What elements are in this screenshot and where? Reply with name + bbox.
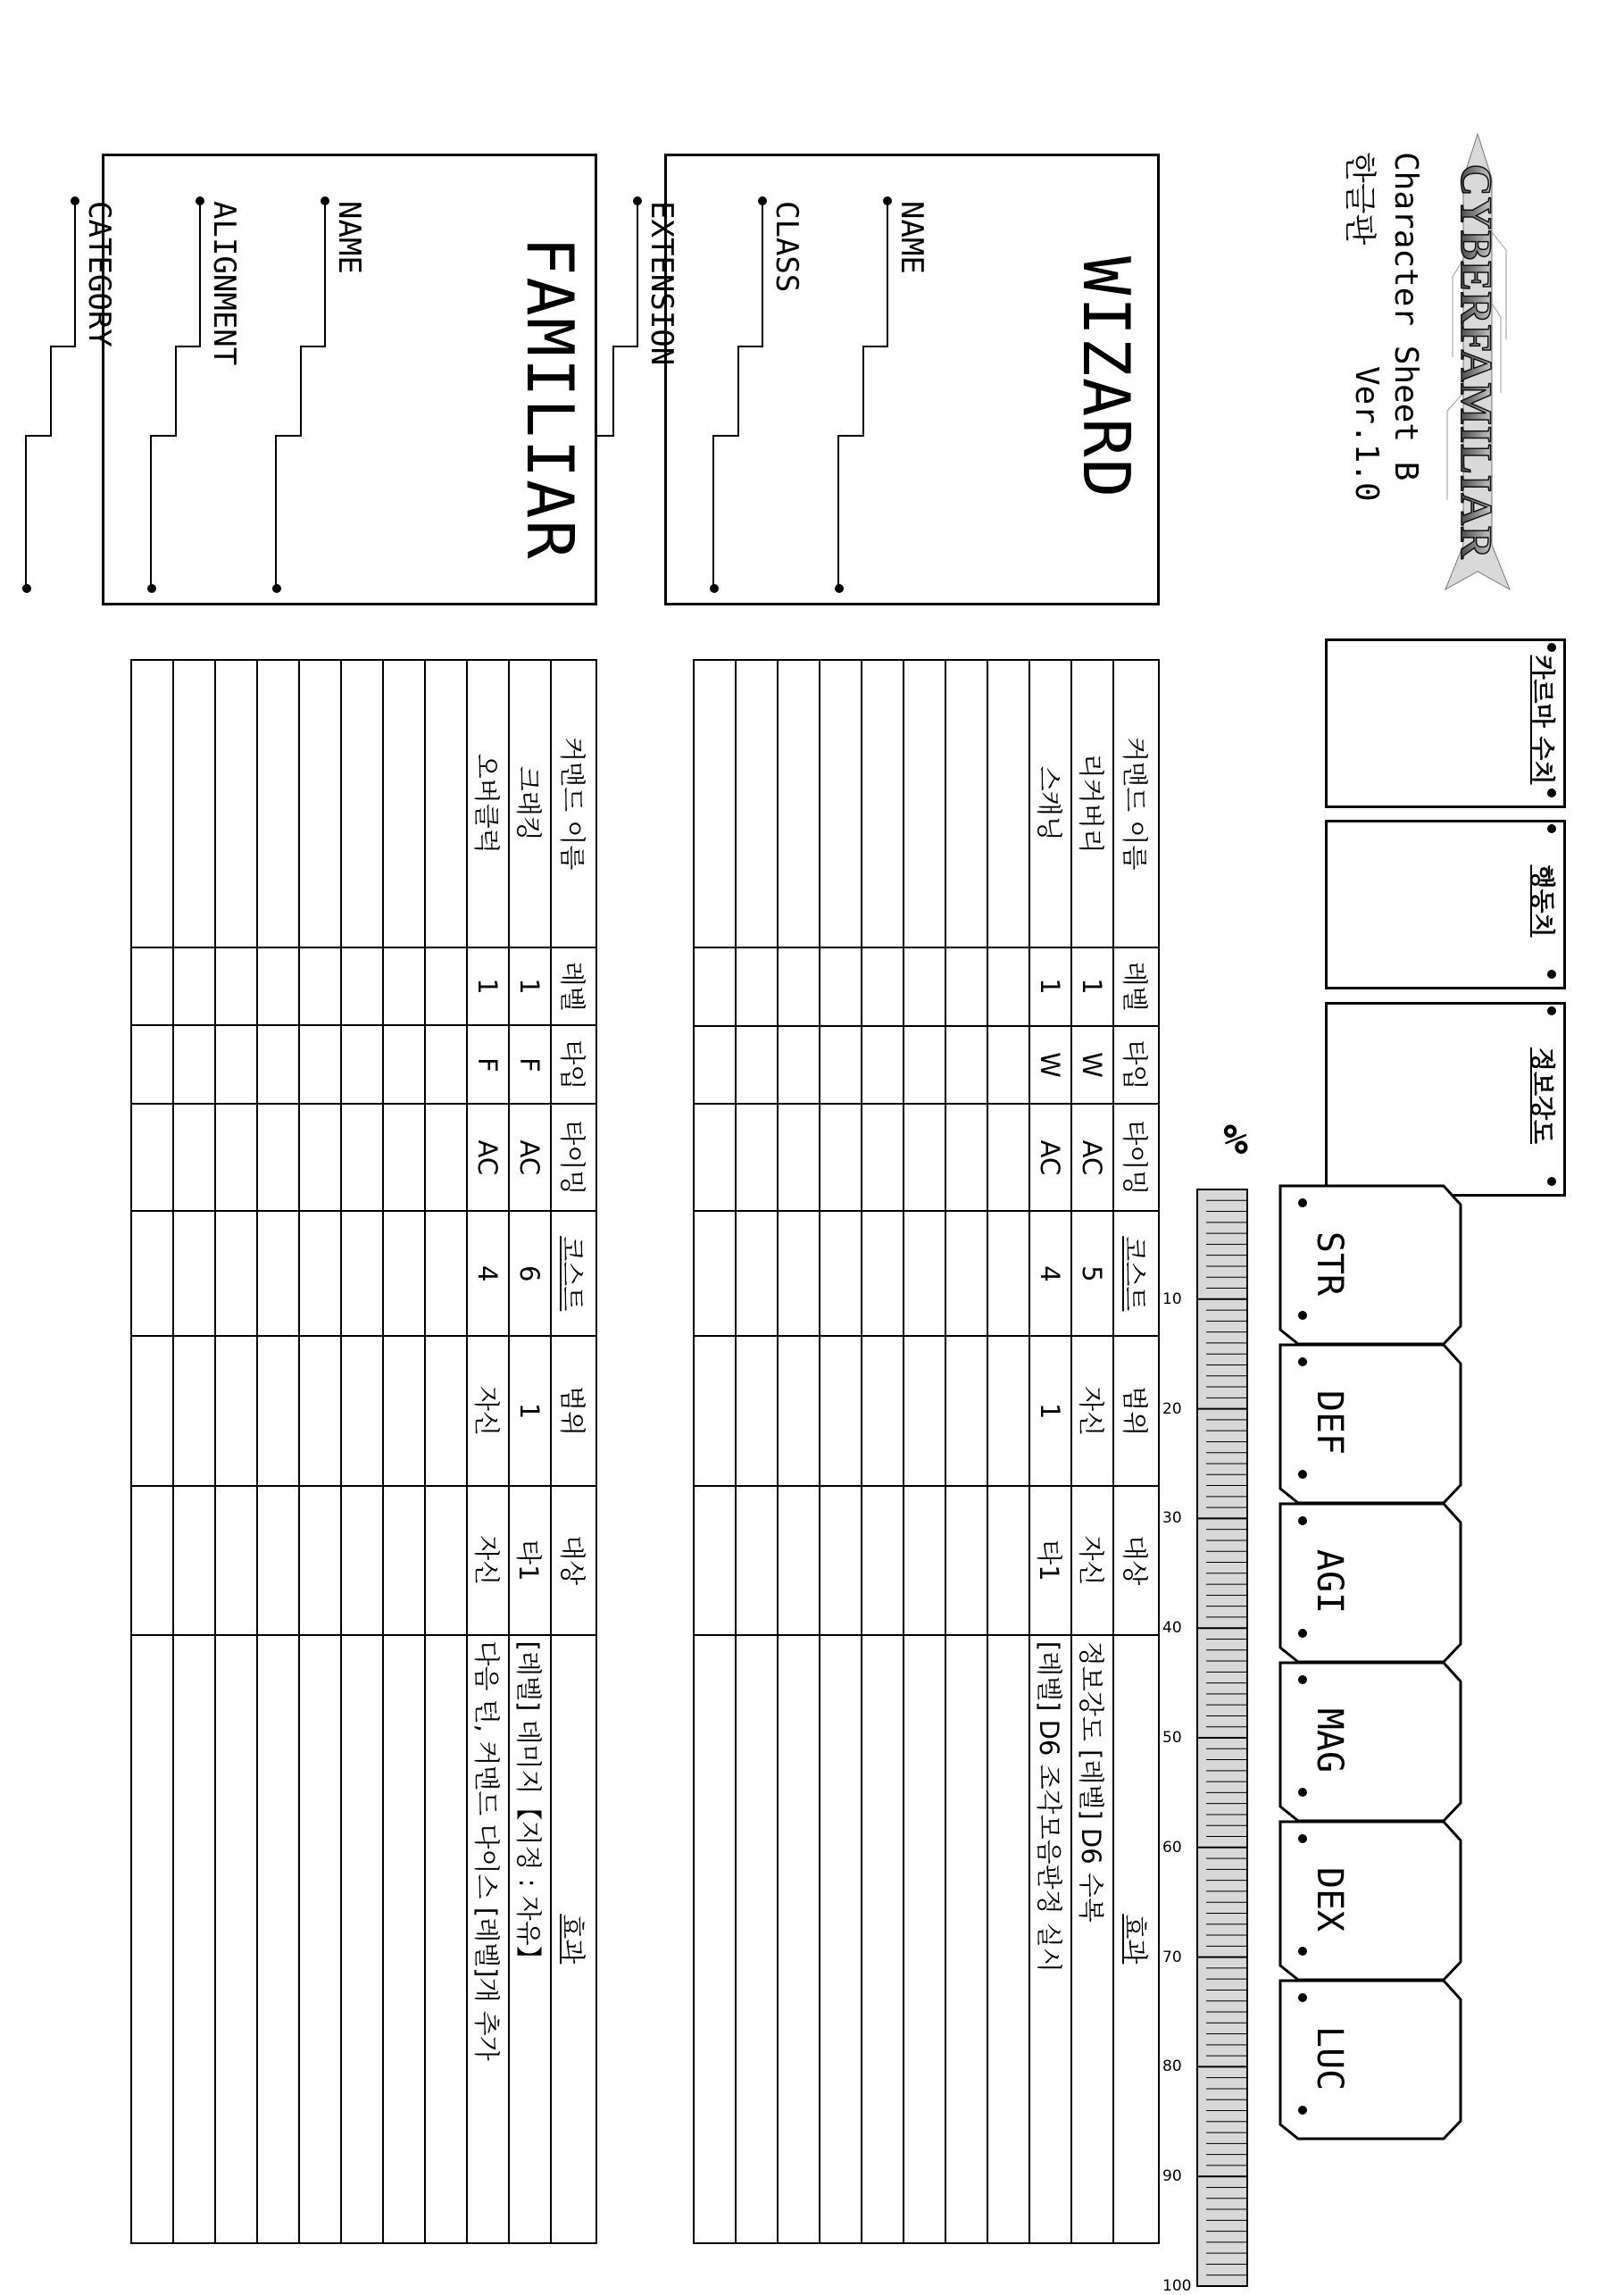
cell-level[interactable]: 1: [1029, 947, 1071, 1026]
cell-range[interactable]: [904, 1336, 945, 1486]
cell-type[interactable]: [904, 1026, 945, 1105]
header-type: 타입: [1113, 1026, 1159, 1105]
cell-target[interactable]: [945, 1486, 987, 1635]
cell-effect[interactable]: [383, 1635, 425, 2243]
cell-cost[interactable]: [257, 1211, 299, 1336]
tracker-dot: [1547, 1006, 1556, 1015]
cell-target[interactable]: [425, 1486, 467, 1635]
cell-range[interactable]: [257, 1336, 299, 1486]
cell-range[interactable]: [215, 1336, 257, 1486]
cell-level[interactable]: [694, 947, 736, 1026]
cell-timing[interactable]: AC: [1071, 1104, 1113, 1211]
gauge-tick-label: 50: [1162, 1729, 1182, 1747]
table-row: [778, 660, 820, 2243]
cell-type[interactable]: [987, 1026, 1029, 1105]
cell-cost[interactable]: [778, 1211, 820, 1336]
header-cost: 코스트: [551, 1211, 596, 1336]
cell-type[interactable]: [425, 1025, 467, 1104]
stat-label-def: DEF: [1309, 1390, 1350, 1456]
cell-timing[interactable]: AC: [467, 1104, 509, 1211]
cell-timing[interactable]: [131, 1104, 173, 1211]
table-row: [131, 660, 173, 2243]
cell-cost[interactable]: [736, 1211, 778, 1336]
header-timing: 타이밍: [551, 1104, 596, 1211]
cell-cost[interactable]: [820, 1211, 862, 1336]
table-row: [736, 660, 778, 2243]
cell-effect[interactable]: [341, 1635, 383, 2243]
cell-range[interactable]: [945, 1336, 987, 1486]
table-row: [173, 660, 215, 2243]
familiar-box: [81, 154, 597, 605]
cell-level[interactable]: [173, 947, 215, 1026]
header-range: 범위: [1113, 1336, 1159, 1486]
wizard-box: [644, 154, 1160, 605]
header-command-name: 커맨드 이름: [551, 660, 596, 947]
cell-range[interactable]: [299, 1336, 341, 1486]
cell-name[interactable]: [694, 660, 736, 947]
cell-effect[interactable]: [215, 1635, 257, 2243]
stat-tab-def[interactable]: [1276, 1342, 1463, 1507]
cell-cost[interactable]: 5: [1071, 1211, 1113, 1336]
table-row: [694, 660, 736, 2243]
table-row: [987, 660, 1029, 2243]
cell-effect[interactable]: [778, 1635, 820, 2243]
field-line-class[interactable]: [712, 199, 765, 619]
logo: [1437, 125, 1519, 598]
cell-type[interactable]: [215, 1025, 257, 1104]
tracker-dot: [1547, 789, 1556, 797]
cell-cost[interactable]: 4: [1029, 1211, 1071, 1336]
header-timing: 타이밍: [1113, 1104, 1159, 1211]
cell-target[interactable]: [299, 1486, 341, 1635]
field-end-dot: [835, 584, 844, 593]
cell-name[interactable]: [257, 660, 299, 947]
cell-level[interactable]: [862, 947, 904, 1026]
cell-range[interactable]: 1: [509, 1336, 551, 1486]
gauge-unit: %: [1223, 1114, 1248, 1164]
cell-name[interactable]: 크래킹: [509, 660, 551, 947]
cell-timing[interactable]: [987, 1104, 1029, 1211]
cell-name[interactable]: [736, 660, 778, 947]
cell-name[interactable]: [131, 660, 173, 947]
cell-level[interactable]: [736, 947, 778, 1026]
cell-name[interactable]: [904, 660, 945, 947]
cell-timing[interactable]: [820, 1104, 862, 1211]
gauge-tick-label: 20: [1162, 1399, 1182, 1418]
cell-type[interactable]: [820, 1026, 862, 1105]
cell-name[interactable]: [341, 660, 383, 947]
cell-name[interactable]: [820, 660, 862, 947]
cell-timing[interactable]: [173, 1104, 215, 1211]
cell-type[interactable]: [778, 1026, 820, 1105]
tracker-label-2: 정보강도: [1528, 1047, 1557, 1145]
table-row: [945, 660, 987, 2243]
stat-tab-agi[interactable]: [1276, 1501, 1463, 1666]
field-end-dot: [710, 584, 719, 593]
gauge-tick-label: 90: [1162, 2167, 1182, 2186]
cell-effect[interactable]: 정보강도 [레벨] D6 수복: [1071, 1635, 1113, 2243]
cell-level[interactable]: [778, 947, 820, 1026]
tracker-label-1: 행동치: [1528, 864, 1557, 938]
cell-type[interactable]: W: [1029, 1026, 1071, 1105]
header-level: 레벨: [551, 947, 596, 1026]
cell-type[interactable]: [257, 1025, 299, 1104]
stat-tab-dex[interactable]: [1276, 1819, 1463, 1984]
cell-level[interactable]: [215, 947, 257, 1026]
cell-range[interactable]: [383, 1336, 425, 1486]
stat-label-agi: AGI: [1309, 1548, 1350, 1615]
sheet-version: Ver.1.0: [1348, 366, 1385, 502]
gauge-tick-label: 100: [1162, 2277, 1192, 2295]
cell-name[interactable]: [425, 660, 467, 947]
cell-range[interactable]: [131, 1336, 173, 1486]
cell-level[interactable]: [425, 947, 467, 1026]
gauge-tick-label: 70: [1162, 1948, 1182, 1966]
cell-name[interactable]: 오버클럭: [467, 660, 509, 947]
cell-range[interactable]: [862, 1336, 904, 1486]
gauge-tick-label: 80: [1162, 2057, 1182, 2076]
header-command-name: 커맨드 이름: [1113, 660, 1159, 947]
familiar-table-header: [551, 660, 596, 2243]
cell-effect[interactable]: [694, 1635, 736, 2243]
cell-target[interactable]: [987, 1486, 1029, 1635]
cell-name[interactable]: [173, 660, 215, 947]
cell-target[interactable]: [904, 1486, 945, 1635]
cell-effect[interactable]: [736, 1635, 778, 2243]
header-range: 범위: [551, 1336, 596, 1486]
cell-effect[interactable]: [레벨] D6 조각모음판정 실시: [1029, 1635, 1071, 2243]
cell-range[interactable]: 자신: [467, 1336, 509, 1486]
cell-effect[interactable]: [레벨] 데미지【지정 : 자유】: [509, 1635, 551, 2243]
cell-effect[interactable]: [862, 1635, 904, 2243]
header-effect: 효과: [551, 1635, 596, 2243]
cell-target[interactable]: [736, 1486, 778, 1635]
gauge-tick-label: 60: [1162, 1838, 1182, 1857]
cell-type[interactable]: [383, 1025, 425, 1104]
logo-emblem: [1437, 125, 1519, 598]
cell-cost[interactable]: [945, 1211, 987, 1336]
cell-target[interactable]: [862, 1486, 904, 1635]
cell-range[interactable]: 1: [1029, 1336, 1071, 1486]
cell-name[interactable]: [778, 660, 820, 947]
cell-level[interactable]: [945, 947, 987, 1026]
gauge-tick-label: 40: [1162, 1619, 1182, 1638]
cell-type[interactable]: [341, 1025, 383, 1104]
field-label-name: NAME: [894, 201, 929, 274]
gauge-tick-label: 30: [1162, 1509, 1182, 1528]
cell-name[interactable]: [987, 660, 1029, 947]
header-level: 레벨: [1113, 947, 1159, 1026]
table-row: [425, 660, 467, 2243]
field-label-name: NAME: [331, 201, 367, 274]
field-label-extension: EXTENSION: [644, 201, 679, 366]
cell-type[interactable]: [736, 1026, 778, 1105]
cell-timing[interactable]: [257, 1104, 299, 1211]
table-row: [341, 660, 383, 2243]
cell-name[interactable]: [299, 660, 341, 947]
table-row: [467, 660, 509, 2243]
cell-type[interactable]: [694, 1026, 736, 1105]
cell-effect[interactable]: [299, 1635, 341, 2243]
cell-cost[interactable]: [904, 1211, 945, 1336]
cell-target[interactable]: [694, 1486, 736, 1635]
cell-cost[interactable]: [299, 1211, 341, 1336]
wizard-table-header: [1113, 660, 1159, 2243]
cell-level[interactable]: 1: [1071, 947, 1113, 1026]
header-type: 타입: [551, 1025, 596, 1104]
cell-level[interactable]: 1: [467, 947, 509, 1026]
cell-level[interactable]: [904, 947, 945, 1026]
header-cost: 코스트: [1113, 1211, 1159, 1336]
cell-target[interactable]: [131, 1486, 173, 1635]
cell-effect[interactable]: [904, 1635, 945, 2243]
cell-level[interactable]: [987, 947, 1029, 1026]
cell-timing[interactable]: [736, 1104, 778, 1211]
field-end-dot: [272, 584, 281, 593]
sheet-edition: 한글판: [1341, 152, 1378, 246]
cell-level[interactable]: [299, 947, 341, 1026]
cell-level[interactable]: 1: [509, 947, 551, 1026]
sheet-title: Character Sheet B: [1387, 152, 1424, 481]
field-label-alignment: ALIGNMENT: [206, 201, 242, 366]
cell-type[interactable]: [862, 1026, 904, 1105]
table-row: [820, 660, 862, 2243]
logo-text: CYBERFAMILIAR: [1452, 163, 1502, 560]
cell-range[interactable]: [341, 1336, 383, 1486]
gauge-tick-label: 10: [1162, 1289, 1182, 1308]
header-target: 대상: [551, 1486, 596, 1635]
cell-cost[interactable]: [694, 1211, 736, 1336]
cell-effect[interactable]: [425, 1635, 467, 2243]
stat-tab-luc[interactable]: [1276, 1978, 1463, 2143]
table-row: [215, 660, 257, 2243]
cell-cost[interactable]: [131, 1211, 173, 1336]
cell-cost[interactable]: [383, 1211, 425, 1336]
field-line-category[interactable]: [24, 199, 78, 619]
cell-name[interactable]: 스캐닝: [1029, 660, 1071, 947]
stat-label-luc: LUC: [1309, 2025, 1350, 2091]
cell-timing[interactable]: AC: [509, 1104, 551, 1211]
cell-target[interactable]: 타1: [509, 1486, 551, 1635]
field-end-dot: [22, 584, 31, 593]
cell-range[interactable]: [778, 1336, 820, 1486]
cell-range[interactable]: [736, 1336, 778, 1486]
cell-type[interactable]: F: [509, 1025, 551, 1104]
cell-range[interactable]: [425, 1336, 467, 1486]
cell-target[interactable]: [778, 1486, 820, 1635]
cell-type[interactable]: [131, 1025, 173, 1104]
table-row: [383, 660, 425, 2243]
cell-level[interactable]: [131, 947, 173, 1026]
cell-type[interactable]: [299, 1025, 341, 1104]
cell-timing[interactable]: [778, 1104, 820, 1211]
wizard-title: WIZARD: [1069, 256, 1144, 500]
field-label-category: CATEGORY: [81, 201, 117, 347]
cell-timing[interactable]: [341, 1104, 383, 1211]
table-row: [904, 660, 945, 2243]
table-row: [862, 660, 904, 2243]
cell-range[interactable]: 자신: [1071, 1336, 1113, 1486]
cell-cost[interactable]: [425, 1211, 467, 1336]
cell-timing[interactable]: [945, 1104, 987, 1211]
cell-level[interactable]: [341, 947, 383, 1026]
field-line-name[interactable]: [837, 199, 890, 619]
cell-range[interactable]: [820, 1336, 862, 1486]
cell-target[interactable]: [215, 1486, 257, 1635]
cell-timing[interactable]: [425, 1104, 467, 1211]
header-effect: 효과: [1113, 1635, 1159, 2243]
cell-range[interactable]: [987, 1336, 1029, 1486]
familiar-command-table: [130, 659, 597, 2244]
table-row: [1029, 660, 1071, 2243]
stat-label-dex: DEX: [1309, 1866, 1350, 1932]
table-row: [299, 660, 341, 2243]
cell-effect[interactable]: [987, 1635, 1029, 2243]
table-row: [257, 660, 299, 2243]
cell-timing[interactable]: [383, 1104, 425, 1211]
cell-effect[interactable]: [820, 1635, 862, 2243]
cell-target[interactable]: 자신: [1071, 1486, 1113, 1635]
cell-cost[interactable]: [341, 1211, 383, 1336]
gauge-scale: [1195, 1188, 1249, 2295]
cell-cost[interactable]: [215, 1211, 257, 1336]
cell-target[interactable]: [383, 1486, 425, 1635]
cell-level[interactable]: [257, 947, 299, 1026]
stat-tab-mag[interactable]: [1276, 1660, 1463, 1825]
cell-effect[interactable]: 다음 턴, 커맨드 다이스 [레벨]개 추가: [467, 1635, 509, 2243]
table-row: [1071, 660, 1113, 2243]
stat-label-str: STR: [1309, 1231, 1350, 1297]
tracker-dot: [1547, 970, 1556, 979]
cell-effect[interactable]: [173, 1635, 215, 2243]
field-end-dot: [147, 584, 156, 593]
cell-timing[interactable]: [215, 1104, 257, 1211]
cell-type[interactable]: [945, 1026, 987, 1105]
cell-target[interactable]: [173, 1486, 215, 1635]
tracker-label-0: 카르마 수치: [1528, 655, 1557, 785]
cell-type[interactable]: [173, 1025, 215, 1104]
cell-range[interactable]: [694, 1336, 736, 1486]
stat-label-mag: MAG: [1309, 1707, 1350, 1773]
cell-target[interactable]: [820, 1486, 862, 1635]
cell-effect[interactable]: [945, 1635, 987, 2243]
stat-tab-str[interactable]: [1276, 1183, 1463, 1348]
wizard-command-table: [693, 659, 1160, 2244]
cell-cost[interactable]: [862, 1211, 904, 1336]
cell-type[interactable]: F: [467, 1025, 509, 1104]
cell-effect[interactable]: [131, 1635, 173, 2243]
cell-name[interactable]: [215, 660, 257, 947]
tracker-dot: [1547, 1177, 1556, 1186]
cell-range[interactable]: [173, 1336, 215, 1486]
cell-timing[interactable]: AC: [1029, 1104, 1071, 1211]
cell-name[interactable]: [862, 660, 904, 947]
tracker-dot: [1547, 824, 1556, 833]
cell-level[interactable]: [383, 947, 425, 1026]
cell-timing[interactable]: [299, 1104, 341, 1211]
cell-name[interactable]: [383, 660, 425, 947]
cell-cost[interactable]: [987, 1211, 1029, 1336]
field-line-alignment[interactable]: [149, 199, 203, 619]
cell-target[interactable]: [257, 1486, 299, 1635]
header-target: 대상: [1113, 1486, 1159, 1635]
cell-target[interactable]: [341, 1486, 383, 1635]
cell-timing[interactable]: [904, 1104, 945, 1211]
cell-target[interactable]: 타1: [1029, 1486, 1071, 1635]
cell-target[interactable]: 자신: [467, 1486, 509, 1635]
cell-cost[interactable]: 6: [509, 1211, 551, 1336]
cell-cost[interactable]: [173, 1211, 215, 1336]
cell-timing[interactable]: [694, 1104, 736, 1211]
cell-name[interactable]: [945, 660, 987, 947]
cell-timing[interactable]: [862, 1104, 904, 1211]
field-line-name[interactable]: [274, 199, 328, 619]
familiar-title: FAMILIAR: [512, 237, 587, 561]
cell-cost[interactable]: 4: [467, 1211, 509, 1336]
cell-type[interactable]: W: [1071, 1026, 1113, 1105]
tracker-dot: [1547, 643, 1556, 652]
cell-effect[interactable]: [257, 1635, 299, 2243]
field-label-class: CLASS: [769, 201, 804, 293]
table-row: [509, 660, 551, 2243]
cell-level[interactable]: [820, 947, 862, 1026]
cell-name[interactable]: 리커버리: [1071, 660, 1113, 947]
